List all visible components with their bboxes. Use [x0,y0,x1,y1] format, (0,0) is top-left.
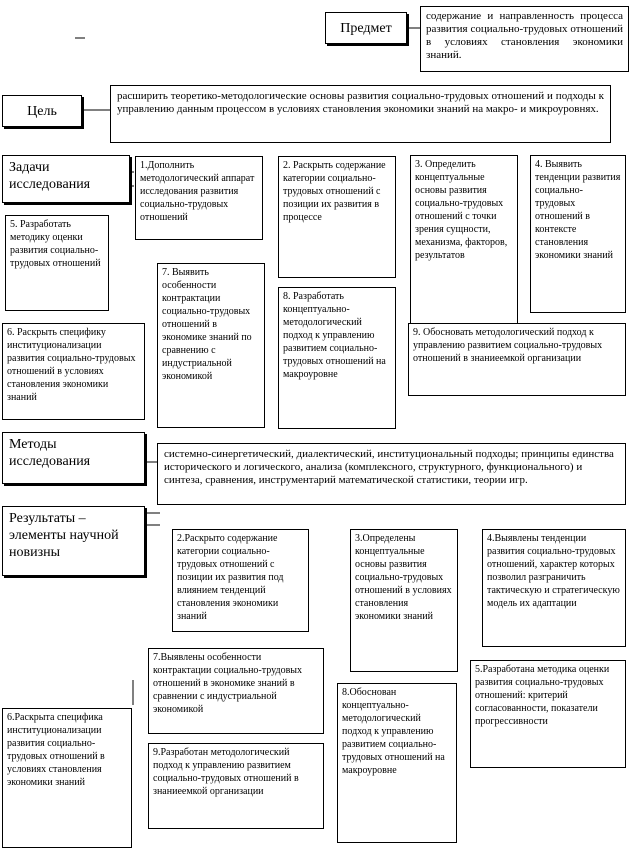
task-4 [530,155,626,313]
task-7-text: 7. Выявить особенности контрактации социально-трудовых отношений в экономике знаний по сравнению с индустриальной экономикой [162,267,252,382]
result-4-text: 4.Выявлены тенденции развития социально-трудовых отношений, характер которых позволил разграничить тактическую и стратегическую модель их адаптации [487,533,620,609]
predmet-text [420,6,629,72]
task-7 [157,263,265,428]
task-5-text: 5. Разработать методику оценки развития социально-трудовых отношений [10,219,101,269]
result-7 [148,648,324,734]
task-4-text: 4. Выявить тенденции развития социально-трудовых отношений в контексте становления экономики знаний [535,159,621,261]
task-6 [2,323,145,420]
task-5 [5,215,109,311]
task-6-text: 6. Раскрыть специфику институционализации развития социально-трудовых отношений в условиях становления экономики знаний [7,327,136,403]
cel-text-content: расширить теоретико-методологические основы развития социально-трудовых отношений и подходы к управлению данным процессом в условиях становления экономики знаний на макро- и микроуровнях. [117,90,604,115]
task-1-text: 1.Дополнить методологический аппарат исследования развития социально-трудовых отношений [140,160,255,223]
metody-label-text: Методы исследования [9,437,91,469]
metody-label [2,432,145,484]
task-1 [135,156,263,240]
result-5-text: 5.Разработана методика оценки развития социально-трудовых отношений: критерий согласованности, показатели прогрессивности [475,664,610,727]
task-3-text: 3. Определить концептуальные основы развития социально-трудовых отношений с точки зрения сущности, механизма, факторов, результатов [415,159,508,261]
zadachi-label-text: Задачи исследования [9,160,91,192]
task-2-text: 2. Раскрыть содержание категории социально-трудовых отношений с позиции их развития в процессе [283,160,386,223]
predmet-label [325,12,407,44]
result-5 [470,660,626,768]
task-3 [410,155,518,325]
result-9-text: 9.Разработан методологический подход к управлению развитием социально-трудовых отношений в знаниеемкой организации [153,747,299,797]
result-4 [482,529,626,647]
result-3 [350,529,458,672]
result-6-text: 6.Раскрыта специфика институционализации развития социально-трудовых отношений в условиях становления экономики знаний [7,712,105,788]
task-2 [278,156,396,278]
task-9-text: 9. Обосновать методологический подход к управлению развитием социально-трудовых отношений в знаниеемкой организации [413,327,603,364]
metody-text [157,443,626,505]
result-8-text: 8.Обоснован концептуально-методологический подход к управлению развитием социально-трудовых отношений на макроуровне [342,687,445,776]
result-2 [172,529,309,632]
cel-text [110,85,611,143]
rezultaty-label [2,506,145,576]
result-3-text: 3.Определены концептуальные основы развития социально-трудовых отношений в условиях становления экономики знаний [355,533,452,622]
cel-label-text: Цель [27,104,57,119]
zadachi-label [2,155,130,203]
task-8 [278,287,396,429]
task-9 [408,323,626,396]
cel-label [2,95,82,127]
metody-text-content: системно-синергетический, диалектический, институциональный подходы; принципы единства исторического и логического, анализа (комплексного, структурного, функционального) и синтеза, сравнения, инструментарий математической статистики, теории игр. [164,448,614,486]
result-9 [148,743,324,829]
result-8 [337,683,457,843]
result-7-text: 7.Выявлены особенности контрактации социально-трудовых отношений в экономике знаний в сравнении с индустриальной экономикой [153,652,303,715]
result-2-text: 2.Раскрыто содержание категории социально-трудовых отношений с позиции их развития под влиянием тенденций становления экономики знаний [177,533,284,622]
result-6 [2,708,132,848]
rezultaty-label-text: Результаты – элементы научной новизны [9,511,119,560]
predmet-text-content: содержание и направленность процесса развития социально-трудовых отношений в условиях становления экономики знаний. [426,10,623,61]
predmet-label-text: Предмет [340,21,392,36]
task-8-text: 8. Разработать концептуально-методологический подход к управлению развитием социально-трудовых отношений на макроуровне [283,291,386,380]
